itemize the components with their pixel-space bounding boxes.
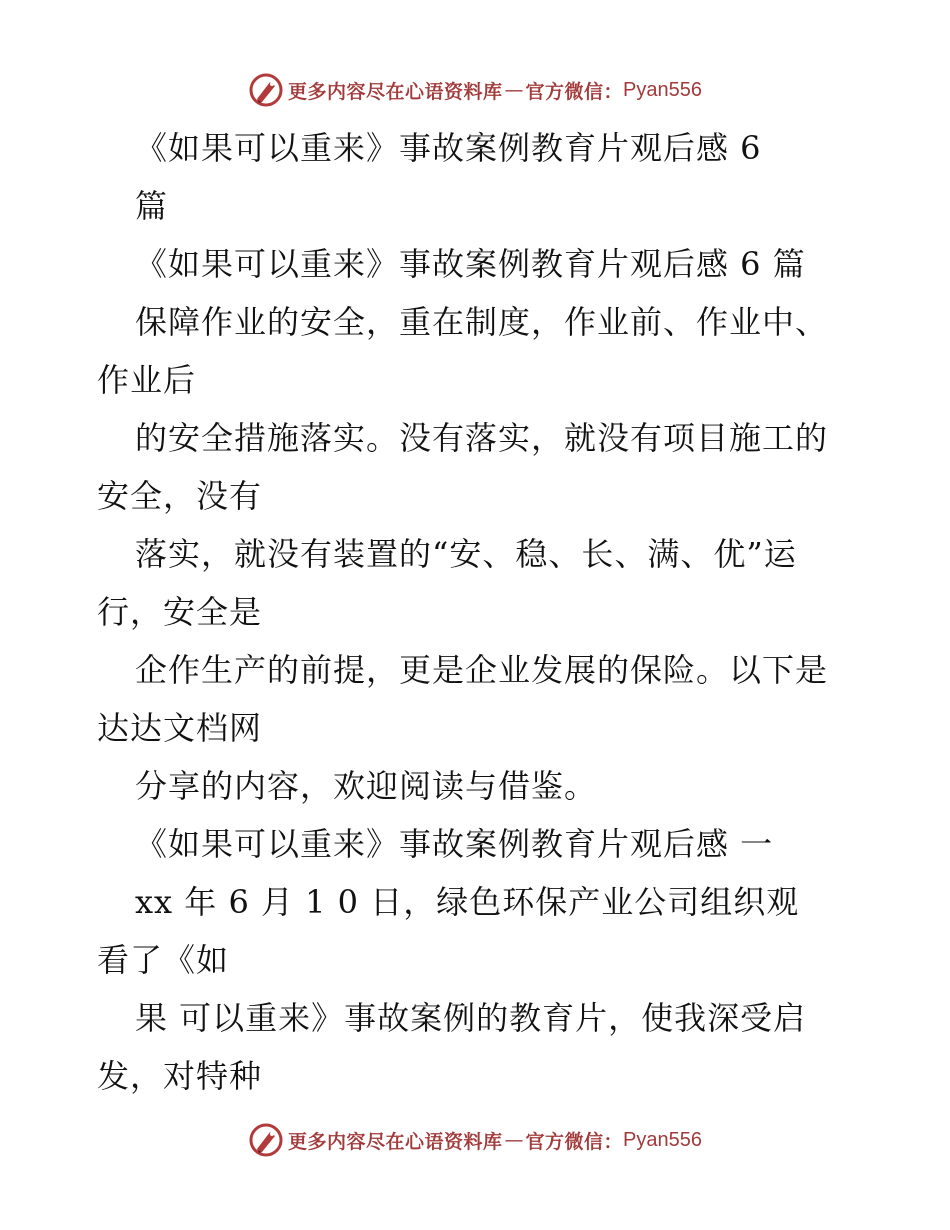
doc-line: 发，对特种: [97, 1057, 263, 1095]
footer-account: Pyan556: [623, 1128, 702, 1151]
doc-line: 达达文档网: [97, 709, 263, 747]
doc-line: 看了《如: [97, 941, 230, 979]
doc-line: 的安全措施落实。没有落实，就没有项目施工的: [135, 419, 829, 457]
footer-site-name: 更多内容尽在心语资料库: [288, 1130, 503, 1153]
doc-line: 分享的内容，欢迎阅读与借鉴。: [135, 767, 598, 805]
pen-logo-icon: [248, 1122, 284, 1158]
header-site-name: 更多内容尽在心语资料库: [288, 80, 503, 103]
doc-line: 企作生产的前提，更是企业发展的保险。以下是: [135, 651, 829, 689]
doc-line: 作业后: [97, 361, 197, 399]
doc-line: xx 年 6 月 1 0 日，绿色环保产业公司组织观: [135, 883, 800, 921]
doc-line: 落实，就没有装置的“安、稳、长、满、优”运: [135, 535, 797, 573]
doc-title-line-1: 《如果可以重来》事故案例教育片观后感 6: [135, 129, 762, 167]
doc-line: 保障作业的安全，重在制度，作业前、作业中、: [135, 303, 829, 341]
doc-line: 果 可以重来》事故案例的教育片，使我深受启: [135, 999, 807, 1037]
doc-line: 安全，没有: [97, 477, 263, 515]
header-wechat-label: 官方微信：: [525, 80, 624, 103]
doc-title-line-2: 篇: [135, 187, 169, 225]
header-dash: —: [504, 79, 524, 101]
pen-logo-icon: [248, 72, 284, 108]
doc-section-heading: 《如果可以重来》事故案例教育片观后感 一: [135, 825, 774, 863]
header-account: Pyan556: [623, 78, 702, 101]
doc-line: 行，安全是: [97, 593, 263, 631]
footer-banner: [0, 1120, 950, 1160]
footer-dash: —: [504, 1129, 524, 1151]
footer-wechat-label: 官方微信：: [525, 1130, 624, 1153]
doc-subtitle: 《如果可以重来》事故案例教育片观后感 6 篇: [135, 245, 806, 283]
header-banner: [0, 70, 950, 110]
